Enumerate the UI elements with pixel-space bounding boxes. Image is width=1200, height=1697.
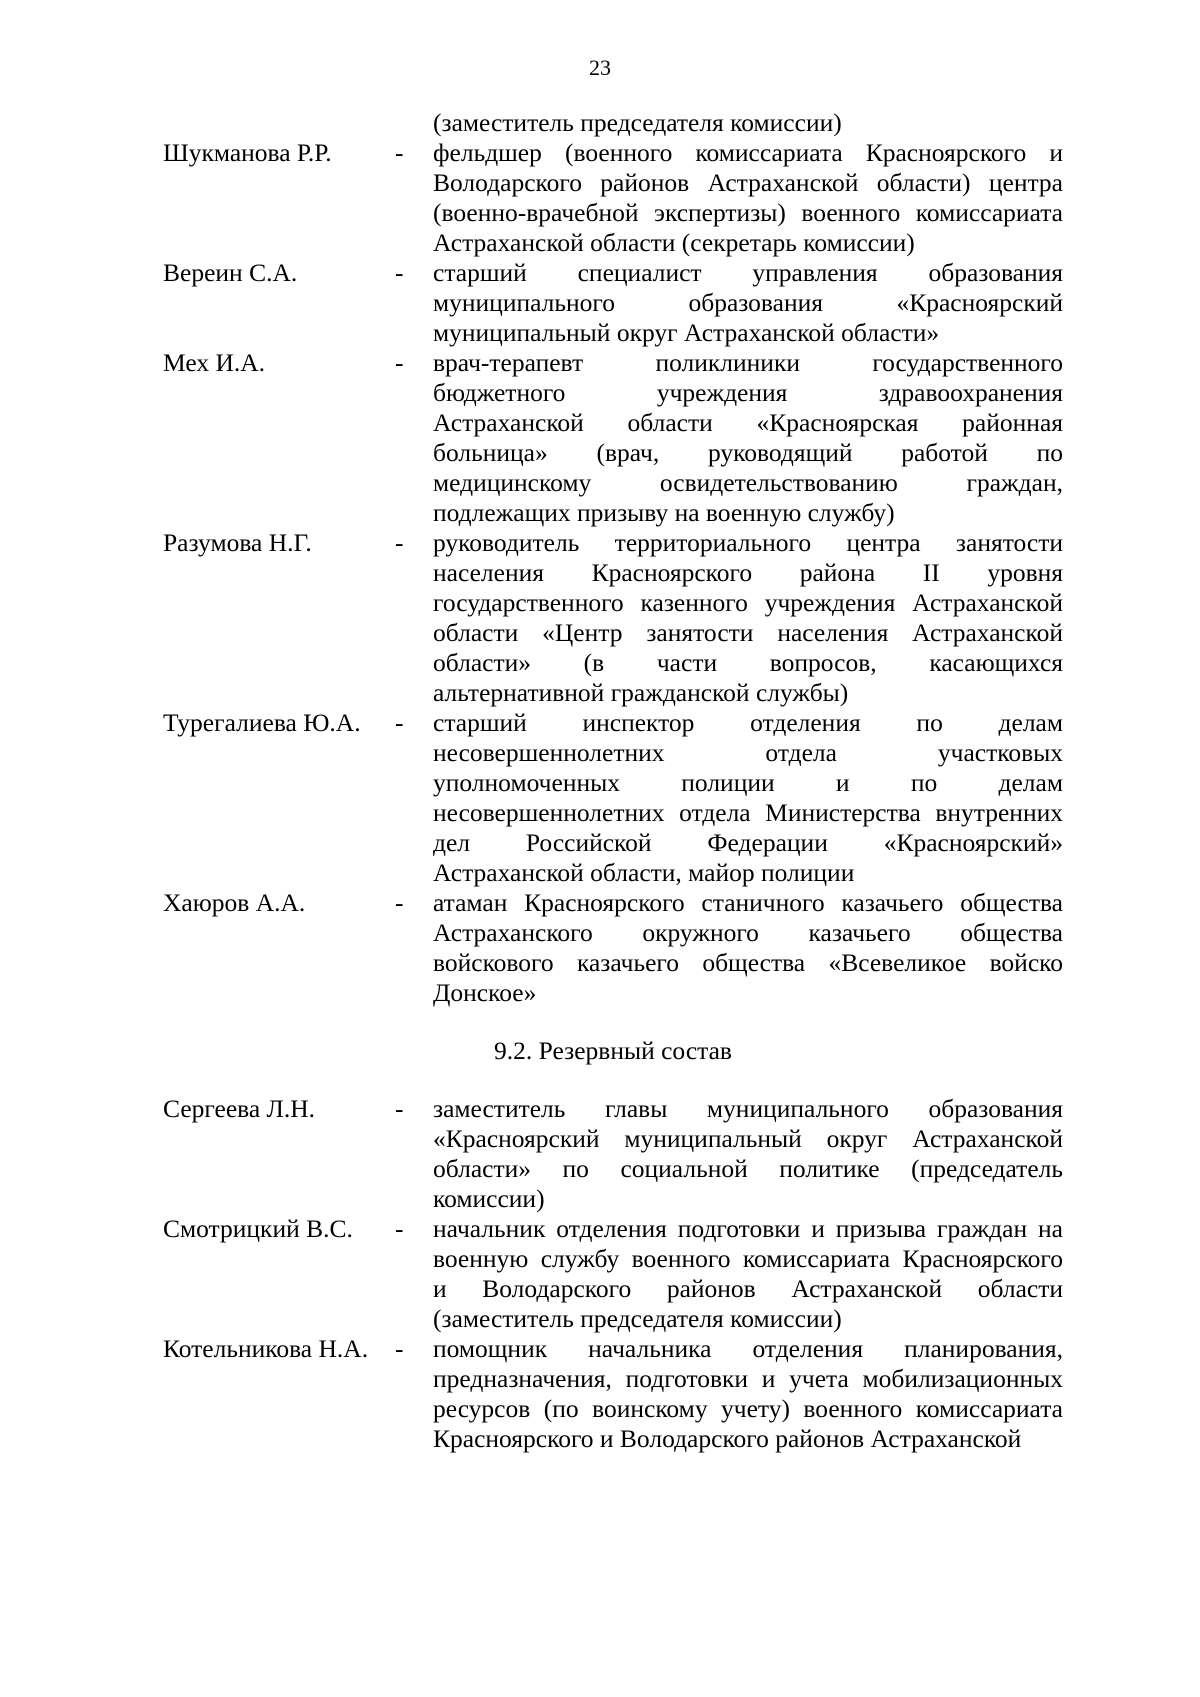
description-line: (военно-врачебной экспертизы) военного комиссариата — [433, 198, 1063, 227]
member-dash: - — [395, 1334, 404, 1363]
description-line: Донское» — [433, 978, 537, 1007]
description-line: Володарского районов Астраханской области) центра — [433, 168, 1063, 197]
member-entry — [163, 708, 1063, 888]
description-line: старший специалист управления образования — [433, 258, 1063, 287]
member-dash: - — [395, 258, 404, 287]
description-line: «Красноярский муниципальный округ Астраханской — [433, 1124, 1063, 1153]
description-line: медицинскому освидетельствованию граждан, — [433, 468, 1063, 497]
member-entry — [163, 348, 1063, 528]
page-number: 23 — [589, 55, 611, 80]
member-name: Турегалиева Ю.А. — [163, 708, 361, 737]
description-line: государственного казенного учреждения Астраханской — [433, 588, 1063, 617]
description-line: подлежащих призыву на военную службу) — [433, 498, 895, 527]
member-dash: - — [395, 1094, 404, 1123]
description-line: несовершеннолетних отдела участковых — [433, 738, 1063, 767]
member-dash: - — [395, 708, 404, 737]
description-line: Красноярского и Володарского районов Астраханской — [433, 1424, 1022, 1453]
main-members-list — [163, 138, 1063, 1008]
member-entry — [163, 138, 1063, 258]
member-name: Котельникова Н.А. — [163, 1334, 369, 1363]
member-entry — [163, 1094, 1063, 1214]
description-line: руководитель территориального центра занятости — [433, 528, 1063, 557]
continuation-line: (заместитель председателя комиссии) — [433, 108, 842, 137]
member-description — [433, 138, 1063, 258]
member-entry — [163, 528, 1063, 708]
member-description — [433, 888, 1063, 1008]
description-line: Астраханской области «Красноярская районная — [433, 408, 1063, 437]
member-name: Вереин С.А. — [163, 258, 298, 287]
description-line: старший инспектор отделения по делам — [433, 708, 1063, 737]
section-heading: 9.2. Резервный состав — [494, 1036, 732, 1065]
reserve-members-list — [163, 1094, 1063, 1454]
member-description — [433, 1094, 1063, 1214]
description-line: области «Центр занятости населения Астраханской — [433, 618, 1063, 647]
description-line: помощник начальника отделения планирования, — [433, 1334, 1063, 1363]
description-line: врач-терапевт поликлиники государственного — [433, 348, 1063, 377]
description-line: муниципального образования «Красноярский — [433, 288, 1063, 317]
document-body — [163, 108, 1063, 1454]
member-name: Хаюров А.А. — [163, 888, 306, 917]
description-line: муниципальный округ Астраханской области» — [433, 318, 940, 347]
member-name: Сергеева Л.Н. — [163, 1094, 316, 1123]
member-entry — [163, 888, 1063, 1008]
member-dash: - — [395, 348, 404, 377]
description-line: области» по социальной политике (председатель — [433, 1154, 1063, 1183]
description-line: начальник отделения подготовки и призыва граждан на — [433, 1214, 1063, 1243]
description-line: заместитель главы муниципального образования — [433, 1094, 1063, 1123]
member-dash: - — [395, 1214, 404, 1243]
description-line: уполномоченных полиции и по делам — [433, 768, 1063, 797]
description-line: альтернативной гражданской службы) — [433, 678, 849, 707]
description-line: (заместитель председателя комиссии) — [433, 1304, 842, 1333]
description-line: фельдшер (военного комиссариата Красноярского и — [433, 138, 1063, 167]
member-entry — [163, 258, 1063, 348]
member-description — [433, 1214, 1063, 1334]
description-line: военную службу военного комиссариата Красноярского — [433, 1244, 1063, 1273]
description-line: предназначения, подготовки и учета мобилизационных — [433, 1364, 1063, 1393]
description-line: Астраханского окружного казачьего общества — [433, 918, 1063, 947]
description-line: населения Красноярского района II уровня — [433, 558, 1063, 587]
description-line: области» (в части вопросов, касающихся — [433, 648, 1063, 677]
member-name: Шукманова Р.Р. — [163, 138, 332, 167]
member-description — [433, 348, 1063, 528]
description-line: Астраханской области, майор полиции — [433, 858, 855, 887]
member-dash: - — [395, 888, 404, 917]
member-dash: - — [395, 138, 404, 167]
member-dash: - — [395, 528, 404, 557]
description-line: войскового казачьего общества «Всевеликое войско — [433, 948, 1063, 977]
description-line: Астраханской области (секретарь комиссии) — [433, 228, 915, 257]
member-description — [433, 708, 1063, 888]
description-line: дел Российской Федерации «Красноярский» — [433, 828, 1063, 857]
member-description — [433, 528, 1063, 708]
description-line: бюджетного учреждения здравоохранения — [433, 378, 1063, 407]
member-description — [433, 258, 1063, 348]
member-entry — [163, 1214, 1063, 1334]
member-name: Смотрицкий В.С. — [163, 1214, 353, 1243]
member-name: Мех И.А. — [163, 348, 266, 377]
description-line: больница» (врач, руководящий работой по — [433, 438, 1063, 467]
description-line: несовершеннолетних отдела Министерства внутренних — [433, 798, 1063, 827]
description-line: и Володарского районов Астраханской области — [433, 1274, 1063, 1303]
description-line: комиссии) — [433, 1184, 545, 1213]
description-line: атаман Красноярского станичного казачьего общества — [433, 888, 1063, 917]
member-description — [433, 1334, 1063, 1454]
member-name: Разумова Н.Г. — [163, 528, 312, 557]
member-entry — [163, 1334, 1063, 1454]
description-line: ресурсов (по воинскому учету) военного комиссариата — [433, 1394, 1063, 1423]
